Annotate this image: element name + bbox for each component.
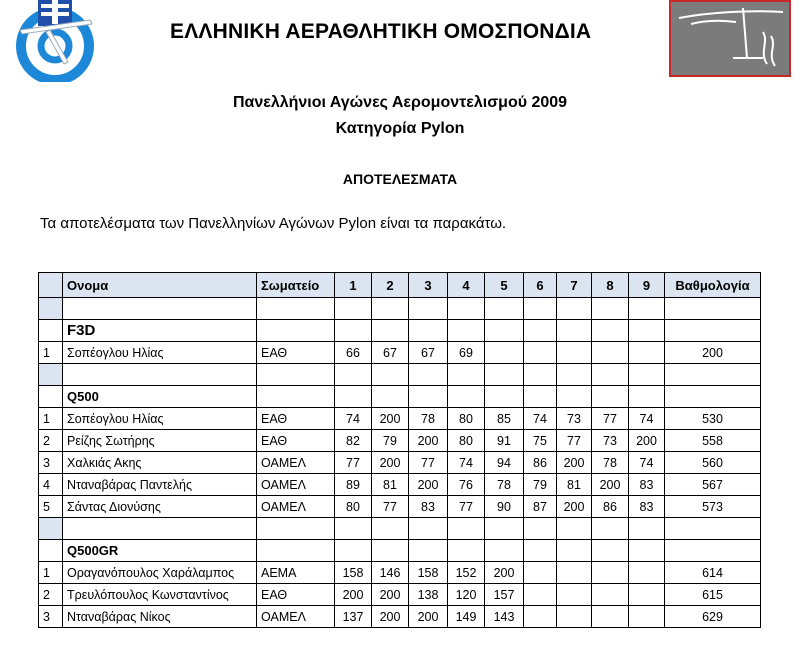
round-score-cell	[557, 606, 592, 628]
pilot-name-cell: Οραγανόπουλος Χαράλαμπος	[63, 562, 257, 584]
round-score-cell: 200	[629, 430, 665, 452]
round-score-cell: 74	[629, 408, 665, 430]
empty-cell	[372, 540, 409, 562]
spacer-row	[39, 518, 761, 540]
round-score-cell: 200	[335, 584, 372, 606]
empty-cell	[592, 364, 629, 386]
empty-cell	[335, 518, 372, 540]
position-cell: 1	[39, 562, 63, 584]
round-score-cell: 200	[592, 474, 629, 496]
position-cell: 3	[39, 606, 63, 628]
round-score-cell: 78	[592, 452, 629, 474]
total-score-cell: 615	[665, 584, 761, 606]
empty-cell	[448, 364, 485, 386]
round-score-cell: 77	[592, 408, 629, 430]
header-round: 6	[524, 273, 557, 298]
event-title: Πανελλήνιοι Αγώνες Αερομοντελισμού 2009	[232, 94, 568, 111]
total-score-cell: 629	[665, 606, 761, 628]
empty-cell	[335, 540, 372, 562]
empty-cell	[629, 320, 665, 342]
round-score-cell: 200	[409, 474, 448, 496]
empty-cell	[335, 320, 372, 342]
round-score-cell: 157	[485, 584, 524, 606]
empty-cell	[448, 320, 485, 342]
round-score-cell	[629, 562, 665, 584]
round-score-cell: 158	[409, 562, 448, 584]
club-cell: ΟΑΜΕΛ	[257, 474, 335, 496]
results-table	[38, 272, 761, 628]
position-cell: 4	[39, 474, 63, 496]
round-score-cell: 143	[485, 606, 524, 628]
empty-cell	[409, 320, 448, 342]
empty-cell	[665, 298, 761, 320]
position-cell: 2	[39, 430, 63, 452]
round-score-cell: 91	[485, 430, 524, 452]
empty-cell	[524, 386, 557, 408]
position-cell: 1	[39, 342, 63, 364]
club-cell: ΑΕΜΑ	[257, 562, 335, 584]
empty-cell	[485, 298, 524, 320]
round-score-cell: 200	[485, 562, 524, 584]
empty-cell	[557, 518, 592, 540]
pilot-name-cell: Νταναβάρας Νίκος	[63, 606, 257, 628]
empty-cell	[557, 364, 592, 386]
total-score-cell: 200	[665, 342, 761, 364]
round-score-cell: 76	[448, 474, 485, 496]
results-body	[39, 298, 761, 628]
round-score-cell: 74	[335, 408, 372, 430]
empty-cell	[372, 386, 409, 408]
empty-cell	[665, 540, 761, 562]
empty-cell	[485, 386, 524, 408]
empty-cell	[63, 364, 257, 386]
federation-logo	[10, 0, 100, 82]
header-round: 9	[629, 273, 665, 298]
empty-cell	[557, 320, 592, 342]
header-round: 8	[592, 273, 629, 298]
empty-cell	[257, 386, 335, 408]
round-score-cell: 90	[485, 496, 524, 518]
round-score-cell: 67	[372, 342, 409, 364]
round-score-cell: 77	[372, 496, 409, 518]
result-row	[39, 496, 761, 518]
empty-cell	[485, 540, 524, 562]
organization-title: ΕΛΛΗΝΙΚΗ ΑΕΡΑΘΛΗΤΙΚΗ ΟΜΟΣΠΟΝΔΙΑ	[170, 20, 592, 43]
round-score-cell	[524, 606, 557, 628]
header-index	[39, 273, 63, 298]
empty-cell	[448, 386, 485, 408]
header-name: Ονομα	[63, 273, 257, 298]
round-score-cell: 80	[335, 496, 372, 518]
round-score-cell: 200	[557, 452, 592, 474]
round-score-cell: 146	[372, 562, 409, 584]
round-score-cell: 66	[335, 342, 372, 364]
club-cell: ΟΑΜΕΛ	[257, 452, 335, 474]
round-score-cell: 89	[335, 474, 372, 496]
round-score-cell	[557, 562, 592, 584]
empty-cell	[409, 364, 448, 386]
result-row	[39, 408, 761, 430]
pilot-name-cell: Ρείζης Σωτήρης	[63, 430, 257, 452]
empty-cell	[524, 540, 557, 562]
round-score-cell: 73	[592, 430, 629, 452]
round-score-cell: 74	[448, 452, 485, 474]
round-score-cell: 87	[524, 496, 557, 518]
club-cell: ΕΑΘ	[257, 342, 335, 364]
round-score-cell: 200	[409, 606, 448, 628]
empty-cell	[485, 518, 524, 540]
empty-cell	[629, 386, 665, 408]
empty-cell	[629, 540, 665, 562]
empty-cell	[448, 518, 485, 540]
total-score-cell: 560	[665, 452, 761, 474]
round-score-cell: 83	[409, 496, 448, 518]
empty-cell	[257, 320, 335, 342]
empty-cell	[372, 298, 409, 320]
round-score-cell: 77	[557, 430, 592, 452]
result-row	[39, 430, 761, 452]
empty-cell	[257, 518, 335, 540]
glider-logo	[669, 0, 791, 77]
total-score-cell: 614	[665, 562, 761, 584]
empty-cell	[592, 518, 629, 540]
header-round: 7	[557, 273, 592, 298]
round-score-cell: 137	[335, 606, 372, 628]
round-score-cell: 73	[557, 408, 592, 430]
empty-cell	[409, 298, 448, 320]
position-cell: 2	[39, 584, 63, 606]
empty-cell	[257, 540, 335, 562]
position-cell: 5	[39, 496, 63, 518]
empty-cell	[39, 364, 63, 386]
round-score-cell: 120	[448, 584, 485, 606]
empty-cell	[524, 320, 557, 342]
round-score-cell: 83	[629, 474, 665, 496]
empty-cell	[257, 364, 335, 386]
round-score-cell	[592, 606, 629, 628]
round-score-cell: 79	[524, 474, 557, 496]
round-score-cell: 81	[557, 474, 592, 496]
round-score-cell: 83	[629, 496, 665, 518]
club-cell: ΕΑΘ	[257, 430, 335, 452]
spacer-row	[39, 364, 761, 386]
empty-cell	[629, 518, 665, 540]
round-score-cell: 67	[409, 342, 448, 364]
category-name: Q500	[63, 386, 257, 408]
empty-cell	[372, 364, 409, 386]
result-row	[39, 452, 761, 474]
category-name: Q500GR	[63, 540, 257, 562]
empty-cell	[63, 518, 257, 540]
round-score-cell: 200	[372, 452, 409, 474]
round-score-cell: 152	[448, 562, 485, 584]
pilot-name-cell: Σοπέογλου Ηλίας	[63, 408, 257, 430]
empty-cell	[665, 386, 761, 408]
empty-cell	[39, 540, 63, 562]
result-row	[39, 562, 761, 584]
empty-cell	[592, 298, 629, 320]
round-score-cell: 80	[448, 430, 485, 452]
round-score-cell	[557, 584, 592, 606]
total-score-cell: 530	[665, 408, 761, 430]
round-score-cell: 78	[485, 474, 524, 496]
round-score-cell: 200	[372, 408, 409, 430]
round-score-cell: 81	[372, 474, 409, 496]
round-score-cell	[592, 562, 629, 584]
pilot-name-cell: Τρευλόπουλος Κωνσταντίνος	[63, 584, 257, 606]
position-cell: 3	[39, 452, 63, 474]
club-cell: ΟΑΜΕΛ	[257, 496, 335, 518]
empty-cell	[557, 540, 592, 562]
position-cell: 1	[39, 408, 63, 430]
round-score-cell: 149	[448, 606, 485, 628]
header-round: 3	[409, 273, 448, 298]
results-heading: ΑΠΟΤΕΛΕΣΜΑΤΑ	[342, 171, 458, 187]
category-row	[39, 320, 761, 342]
result-row	[39, 606, 761, 628]
round-score-cell: 94	[485, 452, 524, 474]
empty-cell	[39, 320, 63, 342]
round-score-cell: 69	[448, 342, 485, 364]
empty-cell	[448, 540, 485, 562]
header-round: 5	[485, 273, 524, 298]
empty-cell	[524, 298, 557, 320]
round-score-cell: 200	[372, 584, 409, 606]
round-score-cell: 77	[335, 452, 372, 474]
round-score-cell	[485, 342, 524, 364]
empty-cell	[665, 320, 761, 342]
empty-cell	[592, 540, 629, 562]
club-cell: ΟΑΜΕΛ	[257, 606, 335, 628]
empty-cell	[665, 518, 761, 540]
empty-cell	[39, 386, 63, 408]
club-cell: ΕΑΘ	[257, 584, 335, 606]
total-score-cell: 567	[665, 474, 761, 496]
round-score-cell: 86	[592, 496, 629, 518]
round-score-cell: 80	[448, 408, 485, 430]
round-score-cell: 77	[448, 496, 485, 518]
event-category: Κατηγορία Pylon	[335, 120, 465, 137]
empty-cell	[63, 298, 257, 320]
empty-cell	[557, 386, 592, 408]
intro-paragraph: Τα αποτελέσματα των Πανελληνίων Αγώνων Pylon είναι τα παρακάτω.	[40, 215, 507, 232]
empty-cell	[485, 320, 524, 342]
round-score-cell: 77	[409, 452, 448, 474]
empty-cell	[335, 386, 372, 408]
pilot-name-cell: Σοπέογλου Ηλίας	[63, 342, 257, 364]
empty-cell	[665, 364, 761, 386]
header-club: Σωματείο	[257, 273, 335, 298]
result-row	[39, 584, 761, 606]
round-score-cell: 82	[335, 430, 372, 452]
category-row	[39, 540, 761, 562]
pilot-name-cell: Νταναβάρας Παντελής	[63, 474, 257, 496]
round-score-cell	[557, 342, 592, 364]
header-round: 2	[372, 273, 409, 298]
round-score-cell	[629, 606, 665, 628]
round-score-cell: 74	[524, 408, 557, 430]
category-row	[39, 386, 761, 408]
empty-cell	[372, 518, 409, 540]
empty-cell	[39, 298, 63, 320]
round-score-cell: 75	[524, 430, 557, 452]
round-score-cell: 78	[409, 408, 448, 430]
round-score-cell: 200	[372, 606, 409, 628]
empty-cell	[592, 320, 629, 342]
total-score-cell: 558	[665, 430, 761, 452]
result-row	[39, 342, 761, 364]
total-score-cell: 573	[665, 496, 761, 518]
result-row	[39, 474, 761, 496]
empty-cell	[409, 386, 448, 408]
empty-cell	[39, 518, 63, 540]
empty-cell	[409, 518, 448, 540]
empty-cell	[372, 320, 409, 342]
header-round: 1	[335, 273, 372, 298]
header-total: Βαθμολογία	[665, 273, 761, 298]
empty-cell	[524, 364, 557, 386]
round-score-cell: 74	[629, 452, 665, 474]
round-score-cell	[524, 342, 557, 364]
round-score-cell: 200	[557, 496, 592, 518]
pilot-name-cell: Χαλκιάς Ακης	[63, 452, 257, 474]
empty-cell	[257, 298, 335, 320]
round-score-cell	[629, 584, 665, 606]
header-round: 4	[448, 273, 485, 298]
category-name: F3D	[63, 320, 257, 342]
round-score-cell: 138	[409, 584, 448, 606]
empty-cell	[335, 298, 372, 320]
round-score-cell: 79	[372, 430, 409, 452]
round-score-cell: 86	[524, 452, 557, 474]
empty-cell	[524, 518, 557, 540]
header-row	[39, 273, 761, 298]
spacer-row	[39, 298, 761, 320]
empty-cell	[557, 298, 592, 320]
round-score-cell	[592, 342, 629, 364]
round-score-cell: 158	[335, 562, 372, 584]
empty-cell	[629, 364, 665, 386]
round-score-cell	[524, 562, 557, 584]
round-score-cell: 85	[485, 408, 524, 430]
empty-cell	[409, 540, 448, 562]
round-score-cell: 200	[409, 430, 448, 452]
pilot-name-cell: Σάντας Διονύσης	[63, 496, 257, 518]
round-score-cell	[629, 342, 665, 364]
empty-cell	[335, 364, 372, 386]
round-score-cell	[592, 584, 629, 606]
empty-cell	[592, 386, 629, 408]
round-score-cell	[524, 584, 557, 606]
club-cell: ΕΑΘ	[257, 408, 335, 430]
empty-cell	[629, 298, 665, 320]
empty-cell	[448, 298, 485, 320]
empty-cell	[485, 364, 524, 386]
